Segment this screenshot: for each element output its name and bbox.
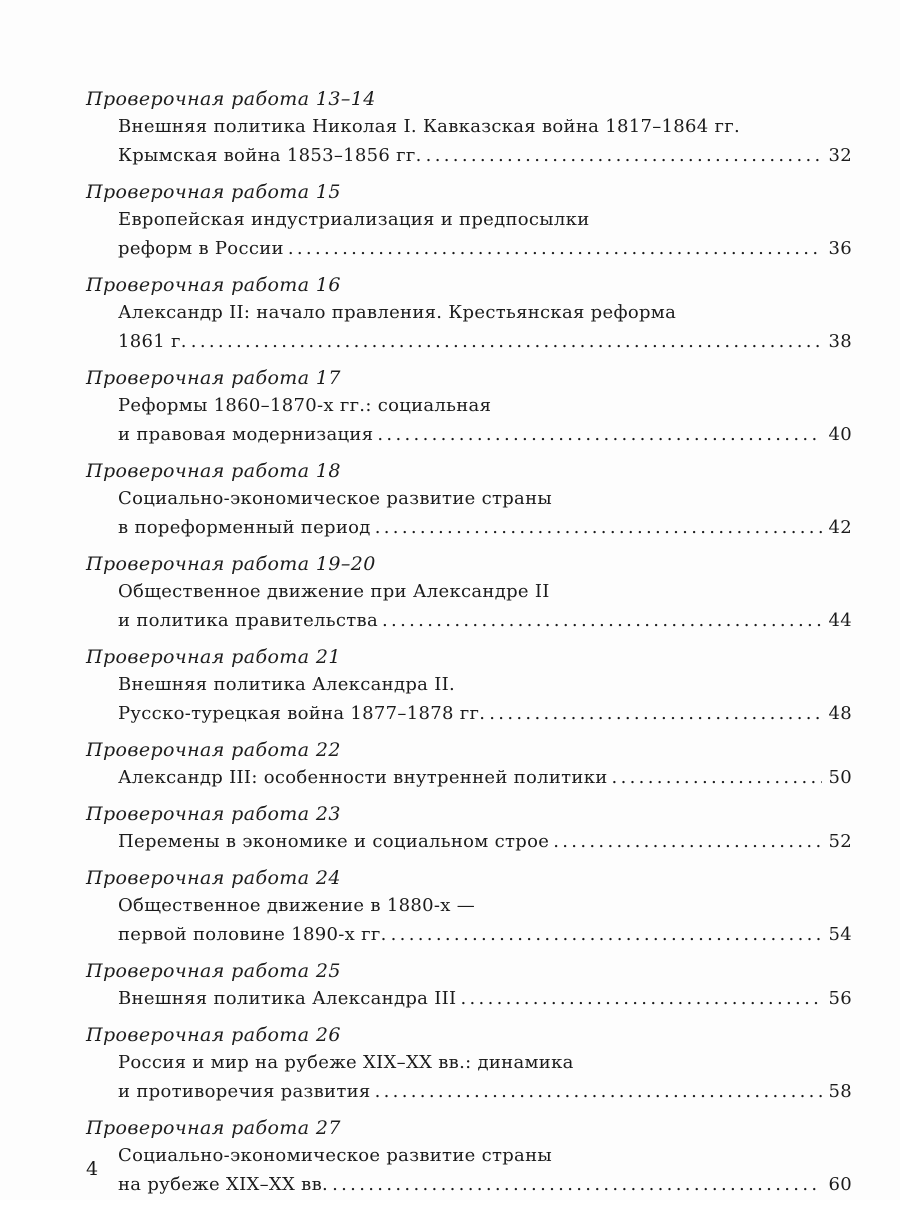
toc-section	[86, 86, 852, 170]
entry-text-line: и правовая модернизация	[118, 424, 374, 445]
toc-entry[interactable]	[86, 577, 852, 635]
entry-page-number: 58	[828, 1081, 852, 1102]
entry-last-line	[118, 606, 852, 635]
entry-page-number: 44	[828, 610, 852, 631]
toc-section	[86, 551, 852, 635]
entry-last-line	[118, 920, 852, 949]
entry-last-line	[118, 141, 852, 170]
toc-entry[interactable]	[86, 484, 852, 542]
toc-section	[86, 737, 852, 792]
entry-text-line: Общественное движение при Александре II	[118, 581, 550, 602]
entry-page-number: 38	[828, 331, 852, 352]
toc-section	[86, 958, 852, 1013]
section-title: Проверочная работа 25	[86, 960, 341, 982]
entry-page-number: 50	[828, 767, 852, 788]
section-title: Проверочная работа 17	[86, 367, 341, 389]
section-title: Проверочная работа 22	[86, 739, 341, 761]
entry-last-line	[118, 827, 852, 856]
entry-last-line	[118, 327, 852, 356]
dot-leader	[332, 1170, 822, 1199]
entry-text-line: Внешняя политика Александра III	[118, 988, 457, 1009]
entry-last-line	[118, 234, 852, 263]
entry-text-line: Реформы 1860–1870-х гг.: социальная	[118, 395, 492, 416]
toc-entry[interactable]	[86, 112, 852, 170]
entry-page-number: 48	[828, 703, 852, 724]
section-title: Проверочная работа 13–14	[86, 88, 376, 110]
entry-text-line: Александр III: особенности внутренней политики	[118, 767, 608, 788]
toc-entry[interactable]	[86, 1048, 852, 1106]
entry-page-number: 52	[828, 831, 852, 852]
entry-page-number: 54	[828, 924, 852, 945]
entry-last-line	[118, 513, 852, 542]
section-title: Проверочная работа 21	[86, 646, 341, 668]
dot-leader	[553, 827, 822, 856]
entry-text-line: и политика правительства	[118, 610, 378, 631]
dot-leader	[191, 327, 823, 356]
section-title: Проверочная работа 18	[86, 460, 341, 482]
dot-leader	[391, 920, 823, 949]
table-of-contents	[86, 86, 852, 1208]
entry-text-line: Россия и мир на рубеже XIX–XX вв.: динамика	[118, 1052, 574, 1073]
entry-text-line: первой половине 1890-х гг.	[118, 924, 387, 945]
entry-page-number: 56	[828, 988, 852, 1009]
entry-text-line: в пореформенный период	[118, 517, 371, 538]
entry-last-line	[118, 984, 852, 1013]
section-title: Проверочная работа 26	[86, 1024, 341, 1046]
dot-leader	[288, 234, 823, 263]
entry-page-number: 36	[828, 238, 852, 259]
section-title: Проверочная работа 16	[86, 274, 341, 296]
entry-page-number: 32	[828, 145, 852, 166]
entry-last-line	[118, 1077, 852, 1106]
toc-entry[interactable]	[86, 891, 852, 949]
entry-page-number: 40	[828, 424, 852, 445]
page-number: 4	[86, 1158, 99, 1180]
dot-leader	[375, 513, 823, 542]
toc-entry[interactable]	[86, 763, 852, 792]
entry-text-line: Внешняя политика Александра II.	[118, 674, 456, 695]
section-title: Проверочная работа 19–20	[86, 553, 376, 575]
entry-text-line: реформ в России	[118, 238, 284, 259]
toc-entry[interactable]	[86, 670, 852, 728]
entry-text-line: Крымская война 1853–1856 гг.	[118, 145, 422, 166]
entry-page-number: 60	[828, 1174, 852, 1195]
entry-last-line	[118, 1170, 852, 1199]
dot-leader	[375, 1077, 823, 1106]
section-title: Проверочная работа 23	[86, 803, 341, 825]
entry-last-line	[118, 699, 852, 728]
dot-leader	[426, 141, 823, 170]
toc-section	[86, 272, 852, 356]
entry-last-line	[118, 763, 852, 792]
dot-leader	[489, 699, 822, 728]
dot-leader	[377, 420, 822, 449]
toc-entry[interactable]	[86, 205, 852, 263]
toc-entry[interactable]	[86, 984, 852, 1013]
toc-section	[86, 1115, 852, 1199]
entry-text-line: на рубеже XIX–XX вв.	[118, 1174, 329, 1195]
entry-text-line: Социально-экономическое развитие страны	[118, 1145, 553, 1166]
toc-entry[interactable]	[86, 1141, 852, 1199]
toc-section	[86, 644, 852, 728]
entry-text-line: Русско-турецкая война 1877–1878 гг.	[118, 703, 486, 724]
section-title: Проверочная работа 15	[86, 181, 341, 203]
entry-last-line	[118, 420, 852, 449]
toc-entry[interactable]	[86, 298, 852, 356]
dot-leader	[612, 763, 823, 792]
entry-text-line: 1861 г.	[118, 331, 187, 352]
entry-text-line: Общественное движение в 1880-х —	[118, 895, 476, 916]
entry-text-line: Европейская индустриализация и предпосылки	[118, 209, 590, 230]
entry-page-number: 42	[828, 517, 852, 538]
section-title: Проверочная работа 27	[86, 1117, 341, 1139]
toc-entry[interactable]	[86, 391, 852, 449]
toc-section	[86, 801, 852, 856]
dot-leader	[382, 606, 823, 635]
toc-section	[86, 865, 852, 949]
entry-text-line: Перемены в экономике и социальном строе	[118, 831, 550, 852]
toc-section	[86, 1022, 852, 1106]
toc-section	[86, 365, 852, 449]
section-title: Проверочная работа 24	[86, 867, 341, 889]
entry-text-line: Александр II: начало правления. Крестьянская реформа	[118, 302, 677, 323]
toc-entry[interactable]	[86, 827, 852, 856]
entry-text-line: Социально-экономическое развитие страны	[118, 488, 553, 509]
dot-leader	[460, 984, 822, 1013]
toc-section	[86, 458, 852, 542]
toc-section	[86, 179, 852, 263]
entry-text-line: Внешняя политика Николая I. Кавказская война 1817–1864 гг.	[118, 116, 741, 137]
entry-text-line: и противоречия развития	[118, 1081, 371, 1102]
